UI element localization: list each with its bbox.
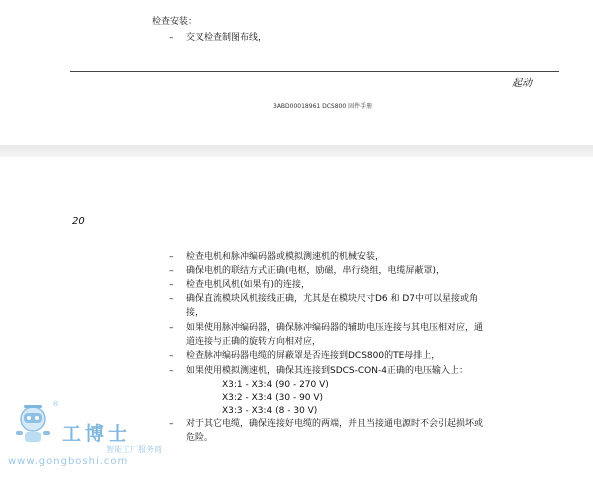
top-bullet-text: 交叉检查制图布线， bbox=[186, 33, 268, 43]
list-item-continuation: 道连接与正确的旋转方向相对应， bbox=[186, 337, 322, 347]
list-dash: – bbox=[169, 419, 174, 429]
watermark-brand: 工博士 bbox=[62, 423, 132, 445]
list-dash: – bbox=[169, 252, 174, 262]
list-dash: – bbox=[169, 266, 174, 276]
list-item-text: 对于其它电缆，确保连接好电缆的两端，并且当接通电源时不会引起损坏或 bbox=[186, 419, 484, 429]
robot-mascot-icon bbox=[10, 401, 56, 447]
list-item-text: 检查电机风机(如果有)的连接， bbox=[186, 280, 311, 290]
list-item-continuation: 危险。 bbox=[186, 433, 214, 443]
list-dash: – bbox=[169, 366, 174, 376]
voltage-range: X3:1 - X3:4 (90 - 270 V) bbox=[222, 380, 329, 390]
chapter-label: 起动 bbox=[512, 78, 532, 89]
list-item-text: 如果使用模拟测速机，确保其连接到SDCS-CON-4正确的电压输入上： bbox=[186, 366, 468, 376]
page-separator bbox=[0, 145, 593, 157]
list-dash: – bbox=[169, 294, 174, 304]
list-item-text: 确保电机的联结方式正确(电枢，励磁，串行绕组，电缆屏蔽罩)， bbox=[186, 266, 446, 276]
page-number: 20 bbox=[72, 216, 85, 227]
voltage-range: X3:3 - X3:4 (8 - 30 V) bbox=[222, 406, 318, 416]
list-item-text: 检查脉冲编码器电缆的屏蔽罩是否连接到DCS800的TE母排上， bbox=[186, 351, 441, 361]
doc-reference: 3ABD00018961 DCS800 固件手册 bbox=[273, 103, 373, 110]
list-dash: – bbox=[169, 323, 174, 333]
watermark-url: www.gongboshi.com bbox=[8, 456, 129, 467]
list-item-continuation: 接， bbox=[186, 308, 205, 318]
watermark-subtitle: 智能工厂服务商 bbox=[106, 445, 162, 454]
list-dash: – bbox=[169, 351, 174, 361]
install-check-heading: 检查安装： bbox=[152, 17, 198, 27]
list-dash: – bbox=[169, 280, 174, 290]
list-item-text: 检查电机和脉冲编码器或模拟测速机的机械安装， bbox=[186, 252, 385, 262]
list-item-text: 如果使用脉冲编码器，确保脉冲编码器的辅助电压连接与其电压相对应，通 bbox=[186, 323, 484, 333]
top-dash: – bbox=[169, 33, 174, 43]
footer-rule bbox=[70, 71, 559, 72]
registered-mark: ® bbox=[52, 400, 59, 408]
list-item-text: 确保直流模块风机接线正确，尤其是在模块尺寸D6 和 D7中可以星接或角 bbox=[186, 294, 479, 304]
voltage-range: X3:2 - X3:4 (30 - 90 V) bbox=[222, 393, 324, 403]
